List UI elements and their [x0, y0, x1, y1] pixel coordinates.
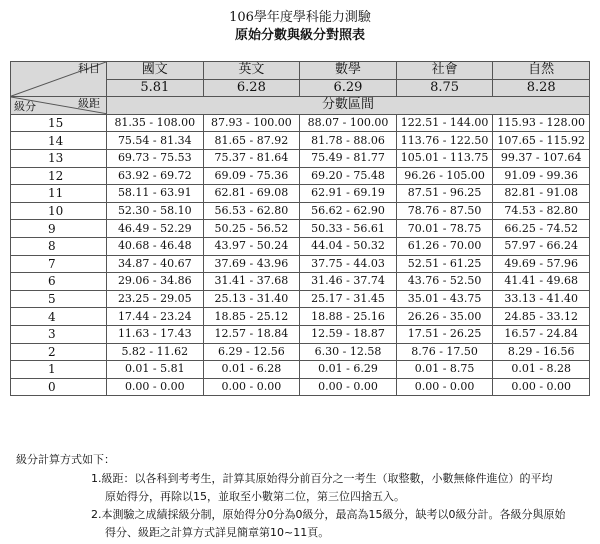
score-range-cell: 41.41 - 49.68	[493, 273, 590, 291]
score-range-cell: 18.85 - 25.12	[203, 308, 300, 326]
score-range-cell: 70.01 - 78.75	[396, 220, 493, 238]
level-cell: 6	[11, 273, 107, 291]
table-row	[11, 255, 590, 273]
level-cell: 8	[11, 237, 107, 255]
score-range-cell: 56.53 - 62.80	[203, 202, 300, 220]
score-range-cell: 0.01 - 6.29	[300, 361, 397, 379]
table-row	[11, 220, 590, 238]
score-conversion-table	[10, 61, 590, 396]
subject-header-row	[11, 62, 590, 80]
score-range-cell: 74.53 - 82.80	[493, 202, 590, 220]
table-row	[11, 114, 590, 132]
score-range-cell: 5.82 - 11.62	[107, 343, 204, 361]
range-header: 分數區間	[107, 97, 590, 115]
score-range-cell: 17.51 - 26.25	[396, 325, 493, 343]
score-range-cell: 87.51 - 96.25	[396, 185, 493, 203]
level-cell: 5	[11, 290, 107, 308]
level-cell: 4	[11, 308, 107, 326]
level-cell: 14	[11, 132, 107, 150]
corner-subject-label: 科目	[78, 62, 100, 75]
score-range-cell: 31.46 - 37.74	[300, 273, 397, 291]
table-row	[11, 308, 590, 326]
score-range-cell: 25.17 - 31.45	[300, 290, 397, 308]
level-cell: 0	[11, 378, 107, 396]
score-range-cell: 43.76 - 52.50	[396, 273, 493, 291]
level-cell: 9	[11, 220, 107, 238]
table-row	[11, 149, 590, 167]
note-item-1-line2: 原始得分，再除以15，並取至小數第二位，第三位四捨五入。	[105, 490, 405, 503]
level-cell: 12	[11, 167, 107, 185]
score-range-cell: 6.29 - 12.56	[203, 343, 300, 361]
score-range-cell: 69.73 - 75.53	[107, 149, 204, 167]
corner-distance-label: 級距	[78, 97, 100, 111]
score-range-cell: 25.13 - 31.40	[203, 290, 300, 308]
score-range-cell: 113.76 - 122.50	[396, 132, 493, 150]
table-corner-cell	[11, 62, 107, 97]
table-row	[11, 185, 590, 203]
score-range-cell: 49.69 - 57.96	[493, 255, 590, 273]
score-range-cell: 24.85 - 33.12	[493, 308, 590, 326]
distance-value: 8.28	[493, 79, 590, 97]
score-range-cell: 52.30 - 58.10	[107, 202, 204, 220]
score-range-cell: 122.51 - 144.00	[396, 114, 493, 132]
score-range-cell: 105.01 - 113.75	[396, 149, 493, 167]
distance-value: 6.29	[300, 79, 397, 97]
table-row	[11, 361, 590, 379]
note-item-1-line1: 1.級距：以各科到考考生，計算其原始得分前百分之一考生（取整數，小數無條件進位）的平均	[91, 472, 553, 485]
score-range-cell: 12.59 - 18.87	[300, 325, 397, 343]
subject-header: 英文	[203, 62, 300, 80]
score-range-cell: 26.26 - 35.00	[396, 308, 493, 326]
score-range-cell: 0.01 - 6.28	[203, 361, 300, 379]
score-range-cell: 99.37 - 107.64	[493, 149, 590, 167]
score-range-cell: 0.01 - 8.75	[396, 361, 493, 379]
score-range-cell: 91.09 - 99.36	[493, 167, 590, 185]
score-range-cell: 33.13 - 41.40	[493, 290, 590, 308]
distance-value: 5.81	[107, 79, 204, 97]
distance-value: 8.75	[396, 79, 493, 97]
score-range-cell: 57.97 - 66.24	[493, 237, 590, 255]
page-title: 106學年度學科能力測驗	[229, 10, 371, 25]
score-range-cell: 0.00 - 0.00	[493, 378, 590, 396]
score-range-cell: 31.41 - 37.68	[203, 273, 300, 291]
score-range-cell: 61.26 - 70.00	[396, 237, 493, 255]
page-subtitle: 原始分數與級分對照表	[234, 28, 365, 43]
score-range-cell: 75.37 - 81.64	[203, 149, 300, 167]
level-cell: 13	[11, 149, 107, 167]
score-range-cell: 81.35 - 108.00	[107, 114, 204, 132]
score-range-cell: 8.29 - 16.56	[493, 343, 590, 361]
table-row	[11, 273, 590, 291]
score-range-cell: 0.00 - 0.00	[300, 378, 397, 396]
score-range-cell: 69.09 - 75.36	[203, 167, 300, 185]
level-cell: 11	[11, 185, 107, 203]
level-cell: 2	[11, 343, 107, 361]
score-range-cell: 34.87 - 40.67	[107, 255, 204, 273]
score-range-cell: 75.54 - 81.34	[107, 132, 204, 150]
distance-value: 6.28	[203, 79, 300, 97]
note-item-2	[91, 506, 591, 542]
score-range-cell: 69.20 - 75.48	[300, 167, 397, 185]
score-range-cell: 62.91 - 69.19	[300, 185, 397, 203]
score-range-cell: 58.11 - 63.91	[107, 185, 204, 203]
score-range-cell: 62.81 - 69.08	[203, 185, 300, 203]
score-range-cell: 52.51 - 61.25	[396, 255, 493, 273]
score-range-cell: 17.44 - 23.24	[107, 308, 204, 326]
score-range-cell: 29.06 - 34.86	[107, 273, 204, 291]
score-range-cell: 115.93 - 128.00	[493, 114, 590, 132]
score-range-cell: 81.65 - 87.92	[203, 132, 300, 150]
notes-heading: 級分計算方式如下：	[16, 453, 115, 466]
score-range-cell: 37.75 - 44.03	[300, 255, 397, 273]
score-range-cell: 0.01 - 5.81	[107, 361, 204, 379]
subject-header: 自然	[493, 62, 590, 80]
level-cell: 7	[11, 255, 107, 273]
score-range-cell: 87.93 - 100.00	[203, 114, 300, 132]
table-row	[11, 325, 590, 343]
level-cell: 1	[11, 361, 107, 379]
score-range-cell: 50.25 - 56.52	[203, 220, 300, 238]
score-range-cell: 63.92 - 69.72	[107, 167, 204, 185]
note-item-2-line2: 得分、級距之計算方式詳見簡章第10~11頁。	[105, 526, 330, 539]
score-range-cell: 96.26 - 105.00	[396, 167, 493, 185]
score-range-cell: 37.69 - 43.96	[203, 255, 300, 273]
table-row	[11, 132, 590, 150]
table-row	[11, 237, 590, 255]
level-corner-cell	[11, 97, 107, 115]
table-row	[11, 290, 590, 308]
score-range-cell: 8.76 - 17.50	[396, 343, 493, 361]
score-range-cell: 56.62 - 62.90	[300, 202, 397, 220]
note-item-1	[91, 470, 591, 506]
score-range-cell: 66.25 - 74.52	[493, 220, 590, 238]
score-range-cell: 78.76 - 87.50	[396, 202, 493, 220]
score-range-cell: 12.57 - 18.84	[203, 325, 300, 343]
score-range-cell: 43.97 - 50.24	[203, 237, 300, 255]
score-range-cell: 44.04 - 50.32	[300, 237, 397, 255]
subject-header: 數學	[300, 62, 397, 80]
corner-level-label: 級分	[14, 99, 36, 113]
score-range-cell: 23.25 - 29.05	[107, 290, 204, 308]
score-range-cell: 0.00 - 0.00	[107, 378, 204, 396]
score-range-cell: 82.81 - 91.08	[493, 185, 590, 203]
score-range-cell: 107.65 - 115.92	[493, 132, 590, 150]
subject-header: 社會	[396, 62, 493, 80]
score-range-cell: 75.49 - 81.77	[300, 149, 397, 167]
score-range-cell: 81.78 - 88.06	[300, 132, 397, 150]
score-range-cell: 46.49 - 52.29	[107, 220, 204, 238]
table-row	[11, 343, 590, 361]
table-row	[11, 378, 590, 396]
score-range-cell: 16.57 - 24.84	[493, 325, 590, 343]
score-range-cell: 40.68 - 46.48	[107, 237, 204, 255]
range-header-row	[11, 97, 590, 115]
level-cell: 3	[11, 325, 107, 343]
score-range-cell: 0.00 - 0.00	[396, 378, 493, 396]
table-row	[11, 202, 590, 220]
subject-header: 國文	[107, 62, 204, 80]
score-range-cell: 88.07 - 100.00	[300, 114, 397, 132]
score-range-cell: 0.00 - 0.00	[203, 378, 300, 396]
table-row	[11, 167, 590, 185]
score-range-cell: 50.33 - 56.61	[300, 220, 397, 238]
score-range-cell: 18.88 - 25.16	[300, 308, 397, 326]
score-range-cell: 0.01 - 8.28	[493, 361, 590, 379]
score-range-cell: 11.63 - 17.43	[107, 325, 204, 343]
note-item-2-line1: 2.本測驗之成績採級分制，原始得分0分為0級分，最高為15級分，缺考以0級分計。各級分與原始	[91, 508, 566, 521]
score-range-cell: 6.30 - 12.58	[300, 343, 397, 361]
score-range-cell: 35.01 - 43.75	[396, 290, 493, 308]
level-cell: 15	[11, 114, 107, 132]
level-cell: 10	[11, 202, 107, 220]
